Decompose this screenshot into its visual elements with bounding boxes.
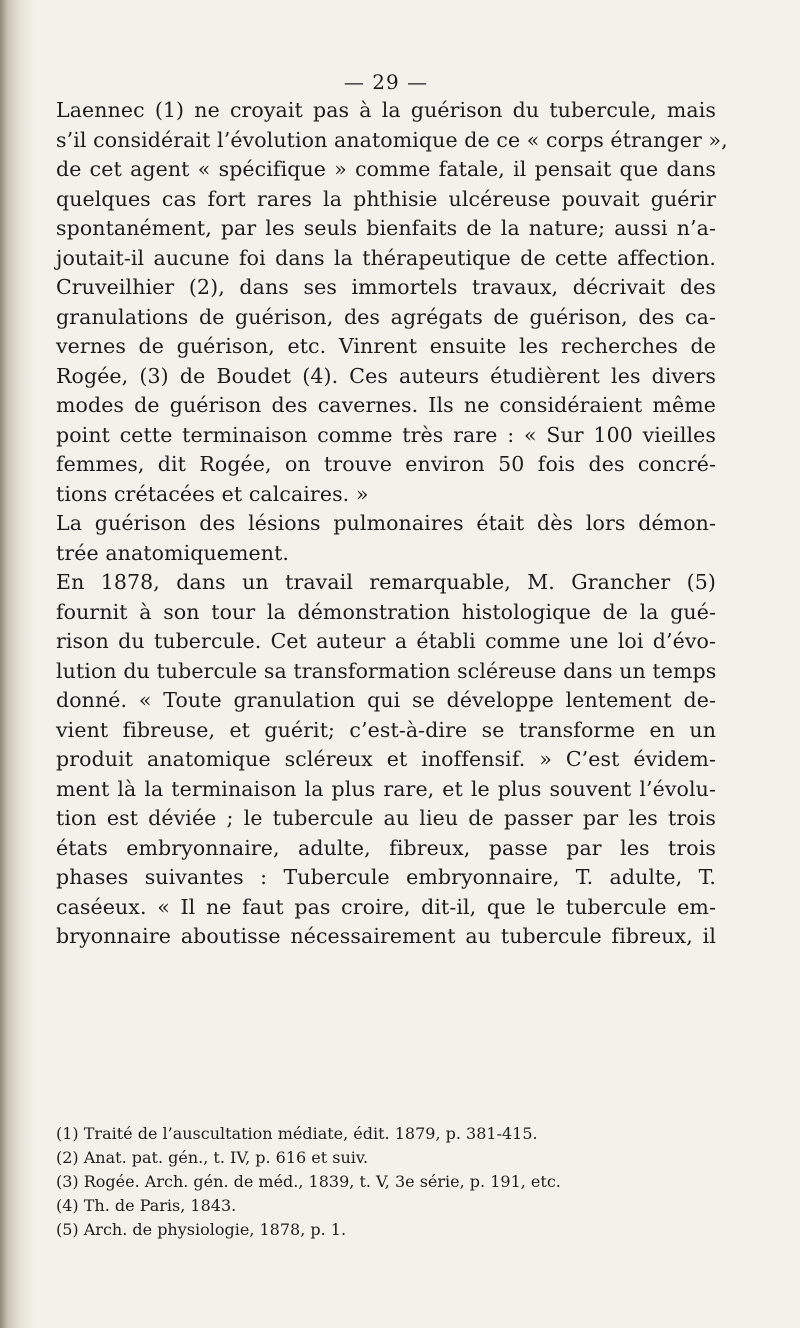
book-binding-edge (0, 0, 34, 1328)
text-line: spontanément, par les seuls bienfaits de la nature; aussi n’a- (56, 216, 716, 240)
text-line: Rogée, (3) de Boudet (4). Ces auteurs étudièrent les divers (56, 363, 716, 388)
text-line: femmes, dit Rogée, on trouve environ 50 fois des concré- (56, 452, 716, 476)
text-line: Cruveilhier (2), dans ses immortels travaux, décrivait des (56, 275, 716, 299)
page-number: — 29 — (343, 70, 429, 94)
text-line: donné. « Toute granulation qui se développe lentement de- (56, 688, 716, 712)
footnote: (3) Rogée. Arch. gén. de méd., 1839, t. V, 3e série, p. 191, etc. (56, 1172, 561, 1191)
body-text (56, 96, 728, 952)
text-line: En 1878, dans un travail remarquable, M. Grancher (5) (56, 570, 716, 594)
text-line: vient fibreuse, et guérit; c’est-à-dire se transforme en un (56, 717, 716, 742)
text-line: trée anatomiquement. (56, 540, 290, 565)
text-line: bryonnaire aboutisse nécessairement au tubercule fibreux, il (56, 924, 716, 948)
footnote: (5) Arch. de physiologie, 1878, p. 1. (56, 1220, 347, 1239)
text-line: vernes de guérison, etc. Vinrent ensuite les recherches de (56, 334, 716, 358)
text-line: caséeux. « Il ne faut pas croire, dit-il, que le tubercule em- (56, 894, 716, 919)
text-line: tions crétacées et calcaires. » (56, 481, 369, 506)
text-line: lution du tubercule sa transformation scléreuse dans un temps (56, 658, 717, 683)
text-line: états embryonnaire, adulte, fibreux, passe par les trois (56, 835, 716, 860)
text-line: de cet agent « spécifique » comme fatale, il pensait que dans (56, 157, 716, 181)
text-line: joutait-il aucune foi dans la thérapeutique de cette affection. (56, 245, 716, 270)
text-line: tion est déviée ; le tubercule au lieu de passer par les trois (56, 806, 716, 830)
text-line: ment là la terminaison la plus rare, et le plus souvent l’évolu- (56, 776, 716, 801)
text-line: fournit à son tour la démonstration histologique de la gué- (56, 599, 716, 624)
text-line: quelques cas fort rares la phthisie ulcéreuse pouvait guérir (56, 186, 716, 211)
footnote: (2) Anat. pat. gén., t. IV, p. 616 et suiv. (56, 1148, 369, 1167)
text-line: modes de guérison des cavernes. Ils ne considéraient même (56, 393, 716, 417)
text-line: s’il considérait l’évolution anatomique de ce « corps étranger », (56, 127, 728, 152)
text-line: point cette terminaison comme très rare : « Sur 100 vieilles (56, 422, 716, 447)
footnote: (1) Traité de l’auscultation médiate, édit. 1879, p. 381-415. (56, 1124, 538, 1143)
text-line: La guérison des lésions pulmonaires était dès lors démon- (56, 511, 716, 535)
text-line: granulations de guérison, des agrégats de guérison, des ca- (56, 304, 716, 329)
text-line: rison du tubercule. Cet auteur a établi comme une loi d’évo- (56, 629, 716, 653)
text-line: produit anatomique scléreux et inoffensif. » C’est évidem- (56, 747, 716, 771)
text-line: phases suivantes : Tubercule embryonnaire, T. adulte, T. (56, 865, 716, 889)
text-line: Laennec (1) ne croyait pas à la guérison du tubercule, mais (56, 98, 716, 122)
footnotes (56, 1122, 716, 1242)
footnote: (4) Th. de Paris, 1843. (56, 1196, 237, 1215)
